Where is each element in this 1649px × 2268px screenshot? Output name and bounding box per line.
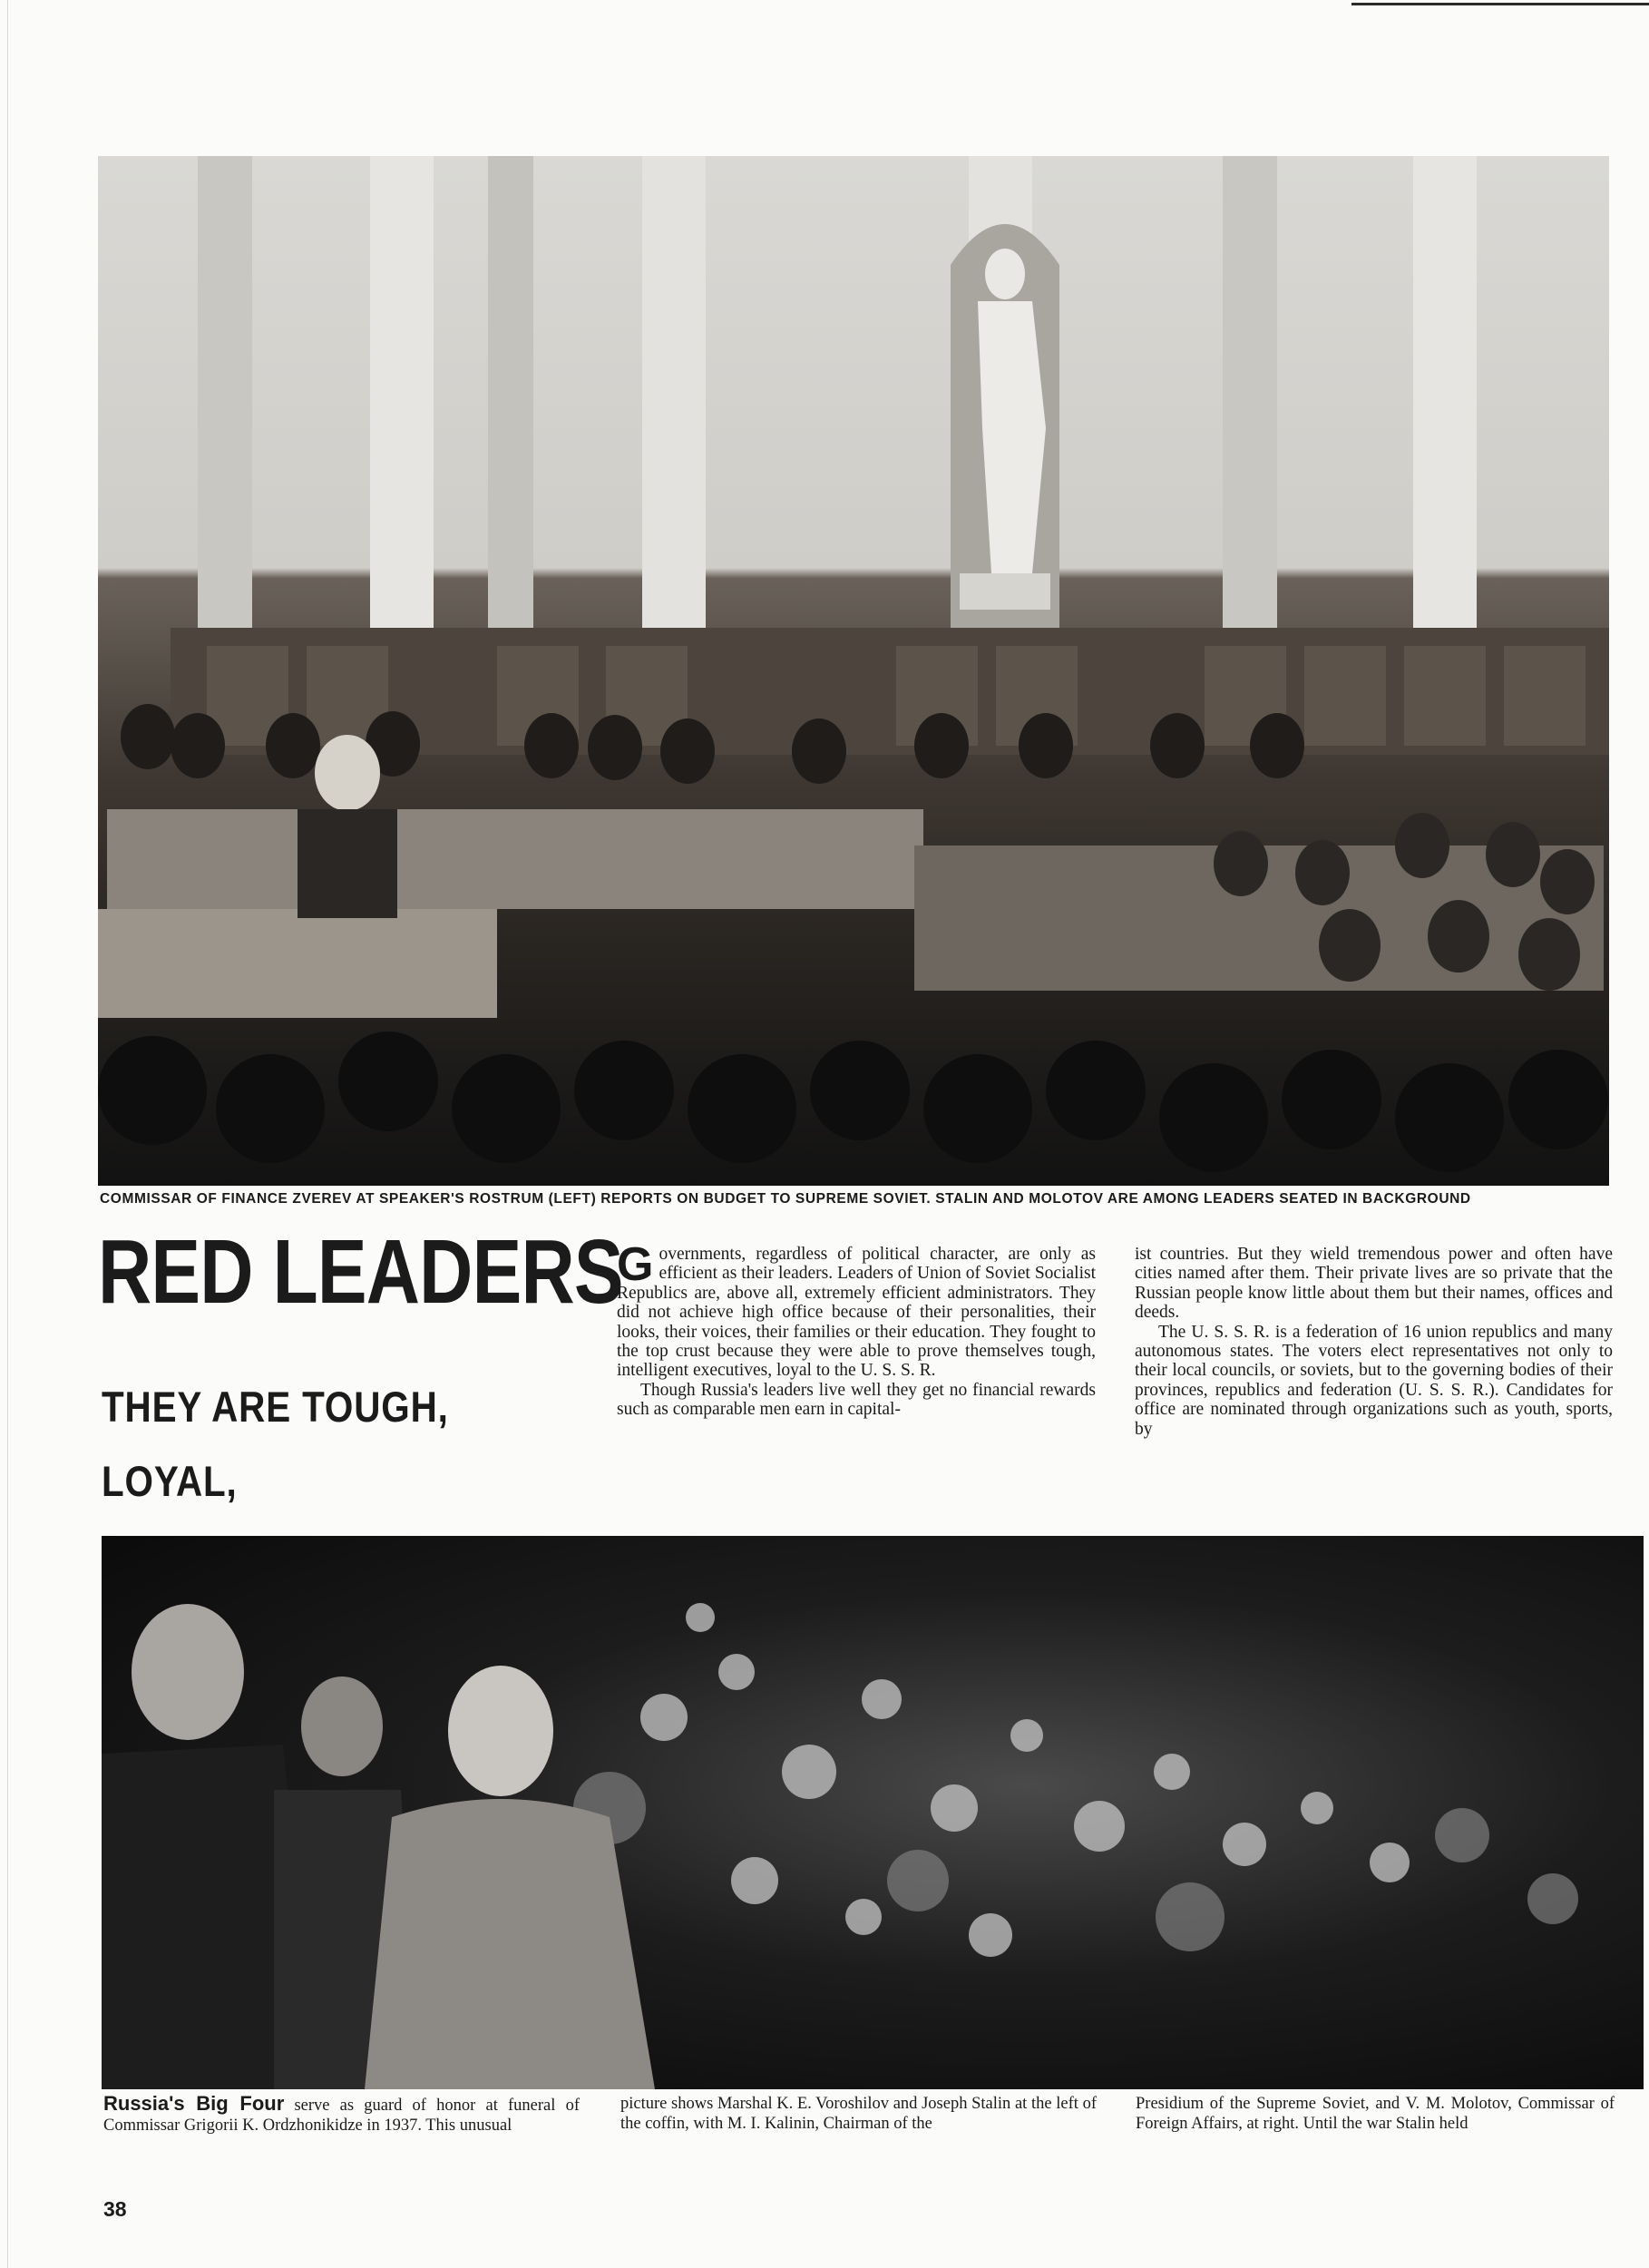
top-photo-caption: COMMISSAR OF FINANCE ZVEREV AT SPEAKER'S ROSTRUM (LEFT) REPORTS ON BUDGET TO SUPREME SOVIET. STALIN AND MOLOTOV ARE AMONG LEADERS SEATED IN BACKGROUND [100,1191,1471,1207]
column-2-paragraph-1: ist countries. But they wield tremendous power and often have cities named after them. Their private lives are so private that the Russian people know little about them but their names, offices and deeds. [1135,1245,1613,1323]
column-1-paragraph-1 [617,1238,1096,1381]
bottom-caption-column-2: picture shows Marshal K. E. Voroshilov and Joseph Stalin at the left of the coffin, with M. I. Kalinin, Chairman of the [620,2095,1097,2133]
bottom-caption-column-3: Presidium of the Supreme Soviet, and V. M. Molotov, Commissar of Foreign Affairs, at right. Until the war Stalin held [1136,2095,1615,2133]
supreme-soviet-photo [98,156,1609,1186]
bottom-caption-lead: Russia's Big Four [103,2092,285,2115]
article-headline: RED LEADERS [98,1221,623,1323]
subhead-line-1: THEY ARE TOUGH, LOYAL, [102,1383,449,1505]
column-1-paragraph-1-text: overnments, regardless of political character, are only as efficient as their leaders. Leaders of Union of Soviet Socialist Republics are, above all, extremely efficient administrators. They did not achieve high office because of their personalities, their looks, their voices, their families or their education. They fought to the top crust because they were able to prove themselves tough, intelligent executives, loyal to the U. S. S. R. [617,1245,1096,1381]
guard-of-honor-photo [102,1536,1644,2089]
supreme-soviet-photo-art [98,156,1609,1186]
article-column-1 [617,1238,1096,1420]
bottom-caption-column-1 [103,2094,580,2136]
page-number: 38 [103,2197,127,2221]
column-2-paragraph-2: The U. S. S. R. is a federation of 16 union republics and many autonomous states. The voters elect representatives not only to their local councils, or soviets, but to the governing bodies of their provinces, republics and federation (U. S. S. R.). Candidates for office are nominated through organizations such as youth, sports, by [1135,1322,1613,1439]
top-rule [1351,3,1649,5]
guard-of-honor-photo-art [102,1536,1644,2089]
page-edge [7,0,8,2268]
article-column-2 [1135,1245,1613,1439]
drop-cap: G [617,1238,654,1291]
column-1-paragraph-2: Though Russia's leaders live well they get no financial rewards such as comparable men earn in capital- [617,1380,1096,1420]
bottom-caption-column-1-text: serve as guard of honor at funeral of Commissar Grigorii K. Ordzhonikidze in 1937. This unusual [103,2097,580,2135]
